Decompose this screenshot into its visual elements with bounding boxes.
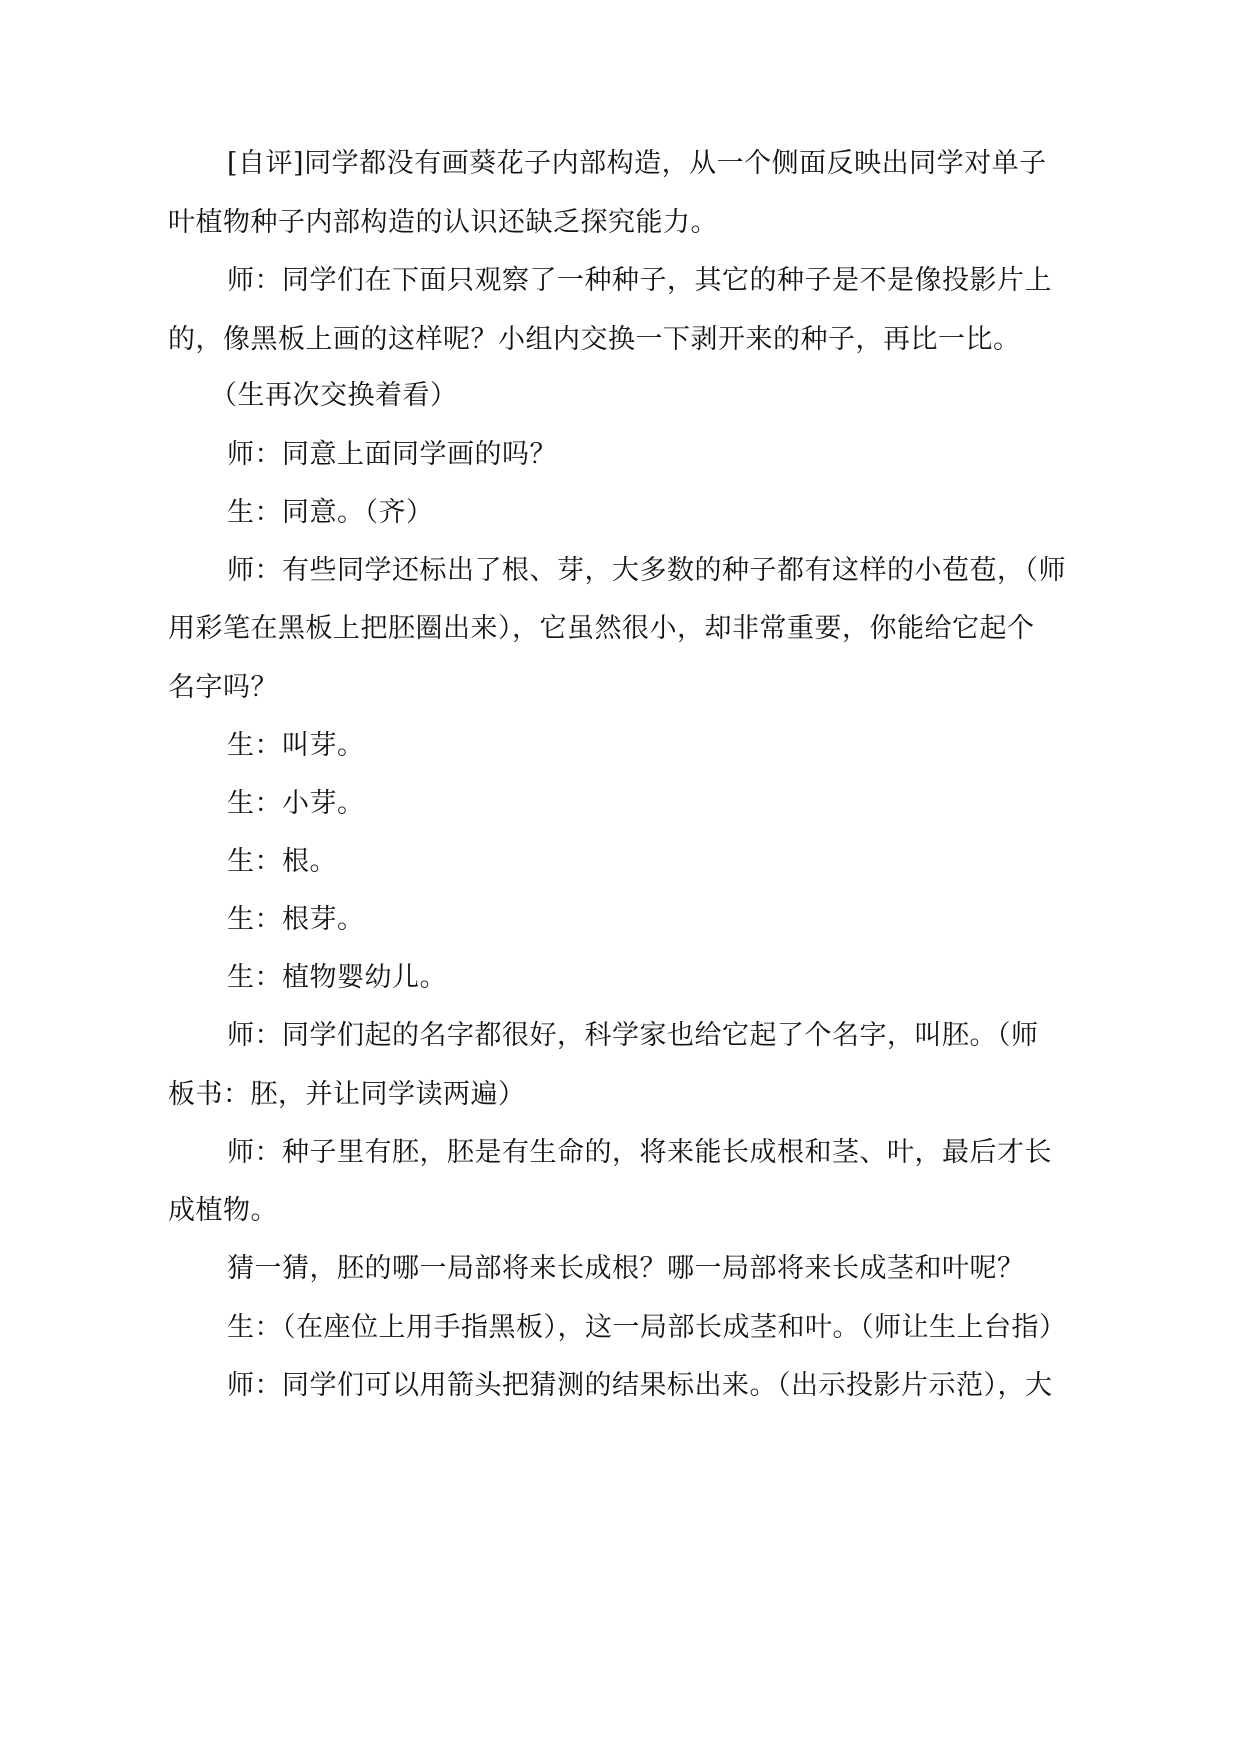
text-line: 师：同学们起的名字都很好，科学家也给它起了个名字，叫胚。（师 (227, 1020, 1039, 1051)
text-line: 师：同意上面同学画的吗？ (227, 439, 557, 470)
text-line: 板书：胚，并让同学读两遍） (168, 1079, 526, 1110)
text-line: 叶植物种子内部构造的认识还缺乏探究能力。 (168, 207, 718, 238)
text-line: 用彩笔在黑板上把胚圈出来），它虽然很小，却非常重要，你能给它起个 (168, 613, 1035, 644)
text-line: 猜一猜，胚的哪一局部将来长成根？哪一局部将来长成茎和叶呢？ (227, 1253, 1025, 1284)
text-line: 师：同学们在下面只观察了一种种子，其它的种子是不是像投影片上 (227, 265, 1052, 296)
text-line: （生再次交换着看） (210, 380, 458, 411)
text-line: 生：根。 (227, 846, 337, 877)
text-line: 生：植物婴幼儿。 (227, 962, 447, 993)
text-line: 名字吗？ (168, 672, 278, 703)
text-line: 生：叫芽。 (227, 730, 365, 761)
text-line: 师：种子里有胚，胚是有生命的，将来能长成根和茎、叶，最后才长 (227, 1137, 1052, 1168)
text-line: 生：同意。（齐） (227, 497, 434, 528)
text-line: 生：小芽。 (227, 788, 365, 819)
text-line: 师：同学们可以用箭头把猜测的结果标出来。（出示投影片示范），大 (227, 1370, 1053, 1401)
text-line: 生：（在座位上用手指黑板），这一局部长成茎和叶。（师让生上台指） (227, 1312, 1067, 1343)
text-line: 师：有些同学还标出了根、芽，大多数的种子都有这样的小苞苞，（师 (227, 555, 1066, 586)
text-line: 生：根芽。 (227, 904, 365, 935)
text-line: 成植物。 (168, 1195, 278, 1226)
text-line: [自评]同学都没有画葵花子内部构造，从一个侧面反映出同学对单子 (227, 148, 1047, 179)
text-line: 的，像黑板上画的这样呢？小组内交换一下剥开来的种子，再比一比。 (168, 324, 1021, 355)
